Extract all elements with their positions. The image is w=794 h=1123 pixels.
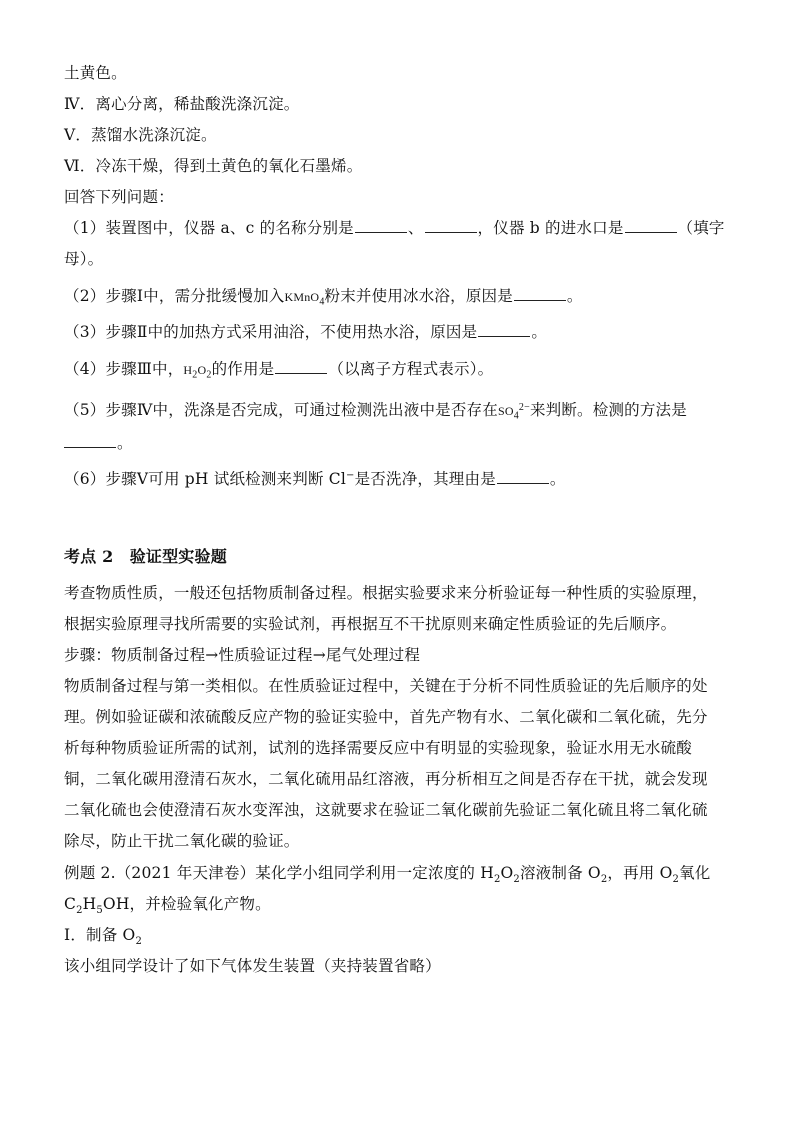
answer-blank[interactable] xyxy=(275,359,327,374)
text-line: 考查物质性质，一般还包括物质制备过程。根据实验要求来分析验证每一种性质的实验原理， xyxy=(64,584,708,602)
question-text: （以离子方程式表示）。 xyxy=(328,360,494,378)
question-text: （4）步骤Ⅲ中， xyxy=(64,360,184,378)
superscript: − xyxy=(346,469,355,481)
section-heading: 考点 2 验证型实验题 xyxy=(64,547,227,566)
example-line: 该小组同学设计了如下气体发生装置（夹持装置省略） xyxy=(64,957,441,975)
text-line: 析每种物质验证所需的试剂，试剂的选择需要反应中有明显的实验现象，验证水用无水硫酸 xyxy=(64,739,693,757)
chem-formula: $SO_4^{2-}$ xyxy=(497,402,530,422)
answer-blank[interactable] xyxy=(625,218,677,233)
question-text: 来判断。检测的方法是 xyxy=(529,401,687,419)
question-text: 的作用是 xyxy=(211,360,275,378)
answer-blank[interactable] xyxy=(425,218,477,233)
text-line: 物质制备过程与第一类相似。在性质验证过程中，关键在于分析不同性质验证的先后顺序的处 xyxy=(64,677,708,695)
question-text: （6）步骤Ⅴ可用 pH 试纸检测来判断 Cl xyxy=(64,470,346,488)
answer-blank[interactable] xyxy=(497,469,549,484)
text-line: 回答下列问题： xyxy=(64,188,174,206)
text-line: Ⅳ．离心分离，稀盐酸洗涤沉淀。 xyxy=(64,95,300,113)
question-text: 。 xyxy=(117,434,133,452)
text-line: Ⅴ．蒸馏水洗涤沉淀。 xyxy=(64,126,217,144)
question-text: （3）步骤Ⅱ中的加热方式采用油浴，不使用热水浴，原因是 xyxy=(64,323,478,341)
text-line: 根据实验原理寻找所需要的实验试剂，再根据互不干扰原则来确定性质验证的先后顺序。 xyxy=(64,615,677,633)
question-1 xyxy=(64,217,725,239)
text-line: Ⅵ．冷冻干燥，得到土黄色的氧化石墨烯。 xyxy=(64,157,363,175)
question-3 xyxy=(64,321,547,343)
chem-formula: KMnO$_4$ xyxy=(284,290,325,308)
question-text: （5）步骤Ⅳ中，洗涤是否完成，可通过检测洗出液中是否存在 xyxy=(64,401,498,419)
chem-formula: $H_2O_2$ xyxy=(183,363,212,381)
text-line: 二氧化硫也会使澄清石灰水变浑浊，这就要求在验证二氧化碳前先验证二氧化硫且将二氧化硫 xyxy=(64,801,708,819)
example-line: Ⅰ．制备 $O_2$ xyxy=(64,926,143,948)
question-text: ，仪器 b 的进水口是 xyxy=(477,219,624,237)
question-5 xyxy=(64,399,687,422)
question-text: 是否洗净，其理由是 xyxy=(354,470,496,488)
question-4 xyxy=(64,358,493,381)
question-text: 。 xyxy=(531,323,548,341)
text-line: 理。例如验证碳和浓硫酸反应产物的验证实验中，首先产物有水、二氧化碳和二氧化硫，先分 xyxy=(64,708,708,726)
text-line: 铜，二氧化碳用澄清石灰水，二氧化硫用品红溶液，再分析相互之间是否存在干扰，就会发现 xyxy=(64,770,708,788)
question-text: 。 xyxy=(549,470,566,488)
example-line: $C_2H_5OH$，并检验氧化产物。 xyxy=(64,895,271,917)
question-5-cont xyxy=(64,432,133,454)
question-text: （2）步骤Ⅰ中，需分批缓慢加入 xyxy=(64,287,285,305)
example-line: 例题 2.（2021 年天津卷）某化学小组同学利用一定浓度的 $H_2O_2$溶液制备 $O_2$，再用 $O_2$氧化 xyxy=(64,864,711,886)
answer-blank[interactable] xyxy=(64,433,116,448)
answer-blank[interactable] xyxy=(478,322,530,337)
question-text: 、 xyxy=(407,219,424,237)
question-2 xyxy=(64,285,583,308)
question-text: （1）装置图中，仪器 a、c 的名称分别是 xyxy=(64,219,354,237)
text-line: 除尽，防止干扰二氧化碳的验证。 xyxy=(64,832,300,850)
question-text: 。 xyxy=(566,287,583,305)
answer-blank[interactable] xyxy=(514,286,566,301)
answer-blank[interactable] xyxy=(355,218,407,233)
text-line: 土黄色。 xyxy=(64,64,127,82)
text-line: 步骤：物质制备过程→性质验证过程→尾气处理过程 xyxy=(64,646,421,664)
question-1-cont: 母）。 xyxy=(64,250,104,268)
question-text: 粉末并使用冰水浴，原因是 xyxy=(324,287,513,305)
question-text: （填字 xyxy=(677,219,725,237)
question-6 xyxy=(64,468,566,490)
